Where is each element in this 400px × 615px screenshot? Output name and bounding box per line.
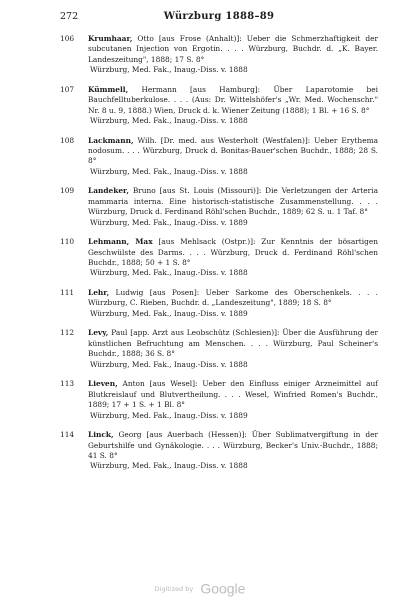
- entry-text: Wilh. [Dr. med. aus Westerholt (Westfalen)]: Ueber Erythema nodosum. . . . Würzburg, Druck d. Bonitas-Bauer'schen Buchdr., 1888; 28 S. 8°: [88, 135, 378, 166]
- running-title: Würzburg 1888–89: [163, 11, 275, 22]
- catalog-entry: [60, 34, 378, 76]
- catalog-entry: [60, 136, 378, 178]
- entry-list: [60, 34, 378, 481]
- entry-text: Otto [aus Frose (Anhalt)]: Ueber die Schmerzhaftigkeit der subcutanen Injection von Ergotin. . . . Würzburg, Buchdr. d. „K. Bayer. Landeszeitung", 1888; 17 S. 8°: [88, 34, 378, 64]
- catalog-entry: [60, 237, 378, 279]
- entry-number: 106: [60, 34, 75, 43]
- entry-author: Lieven,: [88, 379, 118, 389]
- catalog-entry: [60, 379, 378, 421]
- entry-number: 111: [60, 288, 75, 298]
- entry-text: Hermann [aus Hamburg]: Über Laparotomie bei Bauchfelltuberkulose. . . . (Aus: Dr. Wittelshöfer's „Wr. Med. Wochenschr." Nr. 8 u. 9, 1888.) Wien, Druck d. k. Wiener Zeitung (1888); 1 Bl. + 16 S. 8°: [88, 84, 378, 115]
- entry-number: 110: [60, 237, 75, 247]
- entry-number: 108: [60, 135, 75, 145]
- entry-text: Ludwig [aus Posen]: Ueber Sarkome des Oberschenkels. . . . Würzburg, C. Rieben, Buchdr. d. „Landeszeitung", 1889; 18 S. 8°: [88, 288, 378, 308]
- entry-origin: Würzburg, Med. Fak., Inaug.-Diss. v. 1888: [90, 359, 248, 369]
- entry-text: Anton [aus Wesel]: Ueber den Einfluss einiger Arzneimittel auf Blutkreislauf und Blutvertheilung. . . . Wesel, Winfried Romen's Buchdr., 1889; 17 + 1 S. + 1 Bl. 8°: [88, 379, 378, 410]
- catalog-entry: [60, 85, 378, 127]
- entry-text: Paul [app. Arzt aus Leobschütz (Schlesien)]: Über die Ausführung der künstlichen Befruchtung am Menschen. . . . Würzburg, Paul Scheiner's Buchdr., 1888; 36 S. 8°: [88, 328, 378, 359]
- page-header: [60, 11, 378, 25]
- entry-citation: [88, 430, 378, 472]
- entry-citation: [88, 136, 378, 178]
- entry-citation: [88, 237, 378, 279]
- entry-author: Levy,: [88, 328, 109, 338]
- digitized-by-label: Digitized by: [154, 584, 194, 593]
- entry-number: 113: [60, 379, 75, 389]
- entry-author: Lehmann, Max: [88, 237, 153, 247]
- page-number: 272: [60, 11, 79, 22]
- entry-citation: [88, 328, 378, 370]
- entry-origin: Würzburg, Med. Fak., Inaug.-Diss. v. 1889: [90, 217, 248, 227]
- digitization-footer: [0, 578, 400, 597]
- entry-origin: Würzburg, Med. Fak., Inaug.-Diss. v. 1889: [90, 308, 248, 318]
- entry-author: Kümmell,: [88, 84, 129, 94]
- entry-citation: [88, 34, 378, 76]
- entry-number: 109: [60, 186, 75, 196]
- entry-number: 107: [60, 84, 75, 94]
- entry-citation: [88, 85, 378, 127]
- entry-text: [aus Mehlsack (Ostpr.)]: Zur Kenntnis der bösartigen Geschwülste des Darms. . . . Würzburg, Druck d. Ferdinand Röhl'schen Buchdr., 1888; 50 + 1 S. 8°: [88, 237, 378, 268]
- entry-author: Lackmann,: [88, 135, 134, 145]
- entry-origin: Würzburg, Med. Fak., Inaug.-Diss. v. 1889: [90, 410, 248, 420]
- entry-origin: Würzburg, Med. Fak., Inaug.-Diss. v. 1888: [90, 116, 248, 126]
- catalog-entry: [60, 328, 378, 370]
- entry-citation: [88, 288, 378, 319]
- entry-origin: Würzburg, Med. Fak., Inaug.-Diss. v. 1888: [90, 268, 248, 278]
- entry-number: 112: [60, 328, 75, 338]
- entry-origin: Würzburg, Med. Fak., Inaug.-Diss. v. 1888: [90, 166, 248, 176]
- catalog-entry: [60, 288, 378, 319]
- entry-text: Georg [aus Auerbach (Hessen)]: Über Sublimatvergiftung in der Geburtshilfe und Gynäkologie. . . . Würzburg, Becker's Univ.-Buchdr., 1888; 41 S. 8°: [88, 430, 378, 460]
- entry-author: Lehr,: [88, 288, 110, 298]
- entry-author: Landeker,: [88, 186, 129, 196]
- google-logo: Google: [200, 580, 246, 597]
- catalog-entry: [60, 430, 378, 472]
- entry-citation: [88, 379, 378, 421]
- entry-citation: [88, 186, 378, 228]
- entry-number: 114: [60, 430, 75, 440]
- entry-author: Krumhaar,: [88, 34, 133, 43]
- entry-origin: Würzburg, Med. Fak., Inaug.-Diss. v. 1888: [90, 65, 248, 75]
- entry-author: Linck,: [88, 430, 114, 440]
- entry-origin: Würzburg, Med. Fak., Inaug.-Diss. v. 1888: [90, 461, 248, 471]
- entry-text: Bruno [aus St. Louis (Missouri)]: Die Verletzungen der Arteria mammaria interna. Eine historisch-statistische Zusammenstellung. . . . Würzburg, Druck d. Ferdinand Röhl'schen Buchdr., 1889; 62 S. u. 1 Taf. 8°: [88, 186, 378, 217]
- catalog-entry: [60, 186, 378, 228]
